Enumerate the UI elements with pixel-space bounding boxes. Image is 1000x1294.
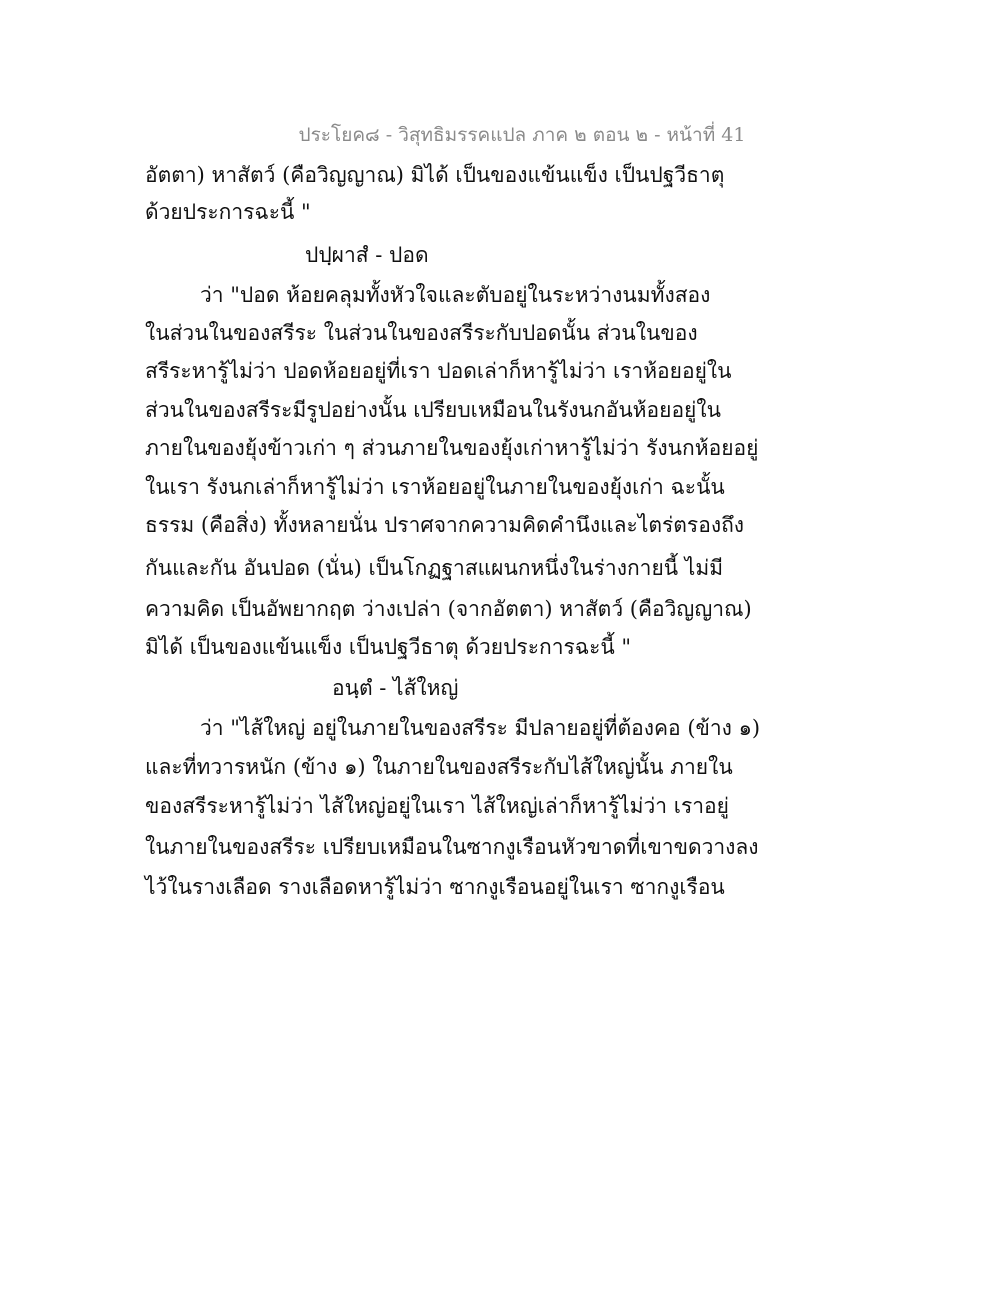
text-line: ภายในของยุ้งข้าวเก่า ๆ ส่วนภายในของยุ้งเก่าหารู้ไม่ว่า รังนกห้อยอยู่ (145, 436, 759, 460)
text-line: ธรรม (คือสิ่ง) ทั้งหลายนั่น ปราศจากความคิดคำนึงและไตร่ตรองถึง (145, 513, 745, 537)
text-line: และที่ทวารหนัก (ข้าง ๑) ในภายในของสรีระกับไส้ใหญ่นั้น ภายใน (145, 755, 733, 779)
section-heading-large-intestine: อนฺตํ - ไส้ใหญ่ (332, 676, 459, 700)
running-header-text: ประโยค๘ - วิสุทธิมรรคแปล ภาค ๒ ตอน ๒ - หน้าที่ 41 (298, 124, 746, 146)
text-line: มิได้ เป็นของแข้นแข็ง เป็นปฐวีธาตุ ด้วยประการฉะนี้ " (145, 635, 632, 659)
text-line: ไว้ในรางเลือด รางเลือดหารู้ไม่ว่า ซากงูเรือนอยู่ในเรา ซากงูเรือน (145, 875, 725, 899)
text-line: ในภายในของสรีระ เปรียบเหมือนในซากงูเรือนหัวขาดที่เขาขดวางลง (145, 835, 759, 859)
section-heading-lung: ปปฺผาสํ - ปอด (305, 243, 429, 267)
paragraph-first-line: ว่า "ปอด ห้อยคลุมทั้งหัวใจและตับอยู่ในระหว่างนมทั้งสอง (200, 283, 711, 307)
running-header (0, 120, 1000, 150)
text-line: สรีระหารู้ไม่ว่า ปอดห้อยอยู่ที่เรา ปอดเล่าก็หารู้ไม่ว่า เราห้อยอยู่ใน (145, 359, 732, 383)
text-line: ส่วนในของสรีระมีรูปอย่างนั้น เปรียบเหมือนในรังนกอันห้อยอยู่ใน (145, 398, 721, 422)
text-line: ของสรีระหารู้ไม่ว่า ไส้ใหญ่อยู่ในเรา ไส้ใหญ่เล่าก็หารู้ไม่ว่า เราอยู่ (145, 794, 729, 818)
paragraph-first-line: ว่า "ไส้ใหญ่ อยู่ในภายในของสรีระ มีปลายอยู่ที่ต้องคอ (ข้าง ๑) (200, 716, 761, 740)
text-line: อัตตา) หาสัตว์ (คือวิญญาณ) มิได้ เป็นของแข้นแข็ง เป็นปฐวีธาตุ (145, 163, 725, 187)
text-line: ในเรา รังนกเล่าก็หารู้ไม่ว่า เราห้อยอยู่ในภายในของยุ้งเก่า ฉะนั้น (145, 475, 725, 499)
text-line: ด้วยประการฉะนี้ " (145, 200, 311, 224)
text-line: ในส่วนในของสรีระ ในส่วนในของสรีระกับปอดนั้น ส่วนในของ (145, 321, 698, 345)
text-line: กันและกัน อันปอด (นั่น) เป็นโกฏฐาสแผนกหนึ่งในร่างกายนี้ ไม่มี (145, 556, 724, 580)
text-line: ความคิด เป็นอัพยากฤต ว่างเปล่า (จากอัตตา) หาสัตว์ (คือวิญญาณ) (145, 597, 752, 621)
